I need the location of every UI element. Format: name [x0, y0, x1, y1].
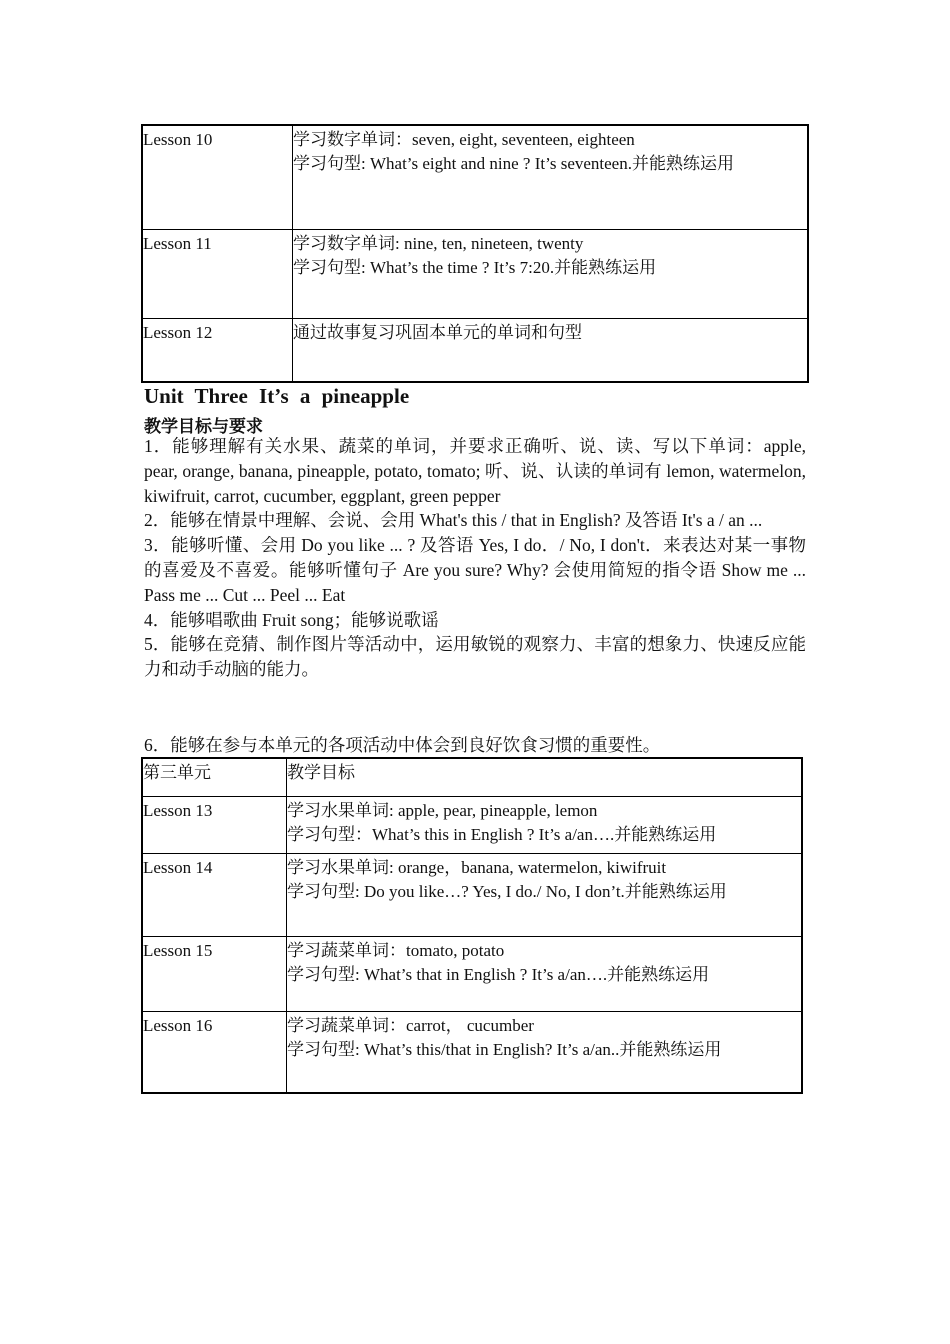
- table-header-row: [142, 758, 802, 796]
- header-cell-goal: 教学目标: [287, 758, 803, 796]
- table-row: [142, 125, 808, 229]
- objective-line: 学习蔬菜单词：tomato, potato: [287, 940, 505, 960]
- objective-cell: [287, 936, 803, 1011]
- objective-cell: [287, 796, 803, 853]
- objective-line: 学习蔬菜单词：carrot， cucumber: [287, 1015, 534, 1035]
- goal-item: 6．能够在参与本单元的各项活动中体会到良好饮食习惯的重要性。: [144, 735, 661, 755]
- objective-line: 学习数字单词: nine, ten, nineteen, twenty: [293, 233, 584, 253]
- objective-line: 学习水果单词: apple, pear, pineapple, lemon: [287, 800, 598, 820]
- lesson-cell: Lesson 14: [142, 853, 287, 936]
- objective-cell: [293, 125, 809, 229]
- objective-line: 学习句型: What’s that in English ? It’s a/an….并能熟练运用: [287, 964, 710, 984]
- goal-item: 5．能够在竞猜、制作图片等活动中，运用敏锐的观察力、丰富的想象力、快速反应能力和动手动脑的能力。: [144, 634, 806, 680]
- objective-line: 学习句型: What’s eight and nine ? It’s seventeen.并能熟练运用: [293, 154, 734, 173]
- objective-line: 学习句型: Do you like…? Yes, I do./ No, I don’t.并能熟练运用: [287, 881, 727, 901]
- goals-list: [144, 434, 806, 682]
- objective-cell: [287, 853, 803, 936]
- unit-title: [144, 384, 409, 409]
- lesson-table-unit2: [141, 124, 809, 383]
- unit-title-text: Unit Three It’s a pineapple: [144, 384, 410, 408]
- table-row: [142, 936, 802, 1011]
- objective-line: 学习数字单词：seven, eight, seventeen, eighteen: [293, 130, 635, 149]
- goal-item: 2．能够在情景中理解、会说、会用 What's this / that in English? 及答语 It's a / an ...: [144, 510, 763, 531]
- goals-heading: 教学目标与要求: [144, 417, 263, 437]
- goal-item: 1．能够理解有关水果、蔬菜的单词，并要求正确听、说、读、写以下单词：apple, pear, orange, banana, pineapple, potato, tomato; 听、说、认读的单词有 lemon, watermelon, kiwifruit, carrot, cucumber, eggplant, green pepper: [144, 436, 806, 506]
- table-row: [142, 1011, 802, 1093]
- goal-item: 3．能够听懂、会用 Do you like ... ? 及答语 Yes, I do．/ No, I don't．来表达对某一事物的喜爱及不喜爱。能够听懂句子 Are you sure? Why? 会使用简短的指令语 Show me ... Pass me ... Cut ... Peel ... Eat: [144, 535, 806, 605]
- lesson-cell: Lesson 11: [142, 229, 293, 318]
- lesson-cell: Lesson 15: [142, 936, 287, 1011]
- table-row: [142, 853, 802, 936]
- table-row: [142, 318, 808, 382]
- header-cell-unit: 第三单元: [142, 758, 287, 796]
- objective-line: 学习句型: What’s the time ? It’s 7:20.并能熟练运用: [293, 257, 657, 277]
- lesson-table-unit3: [141, 757, 803, 1094]
- objective-cell: [293, 318, 809, 382]
- lesson-cell: Lesson 12: [142, 318, 293, 382]
- objective-cell: [293, 229, 809, 318]
- lesson-cell: Lesson 10: [142, 125, 293, 229]
- table-row: [142, 796, 802, 853]
- goal-item: 4．能够唱歌曲 Fruit song；能够说歌谣: [144, 609, 439, 630]
- objective-line: 学习水果单词: orange，banana, watermelon, kiwifruit: [287, 857, 667, 877]
- objective-line: 学习句型: What’s this/that in English? It’s a/an..并能熟练运用: [287, 1039, 722, 1059]
- table-row: [142, 229, 808, 318]
- objective-cell: [287, 1011, 803, 1093]
- objective-line: 学习句型：What’s this in English ? It’s a/an….并能熟练运用: [287, 824, 717, 844]
- lesson-cell: Lesson 13: [142, 796, 287, 853]
- lesson-cell: Lesson 16: [142, 1011, 287, 1093]
- objective-line: 通过故事复习巩固本单元的单词和句型: [293, 322, 582, 342]
